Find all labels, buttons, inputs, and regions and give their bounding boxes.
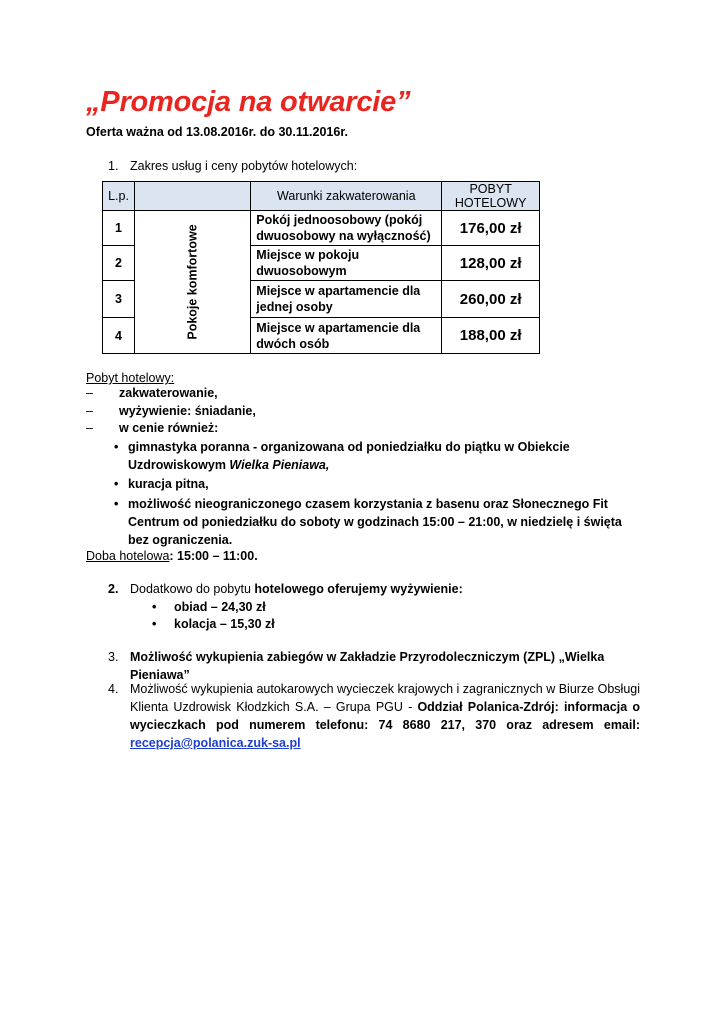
room-price: 176,00 zł bbox=[442, 211, 540, 246]
included-item bbox=[114, 438, 644, 474]
section-4-text: Możliwość wykupienia autokarowych wycieczek krajowych i zagranicznych w Biurze Obsługi Klienta Uzdrowisk Kłodzkich S.A. – Grupa PGU - bbox=[130, 682, 640, 714]
dash-marker: – bbox=[86, 421, 93, 435]
hotel-day bbox=[86, 547, 258, 565]
row-number: 2 bbox=[103, 246, 135, 281]
meal-option-text: obiad – 24,30 zł bbox=[174, 600, 266, 614]
room-description: Miejsce w apartamencie dla jednej osoby bbox=[251, 281, 442, 318]
included-item-text: kuracja pitna, bbox=[128, 477, 209, 491]
section-1-number: 1. bbox=[108, 159, 119, 173]
room-price: 260,00 zł bbox=[442, 281, 540, 318]
room-price: 128,00 zł bbox=[442, 246, 540, 281]
meal-option bbox=[152, 615, 275, 633]
stay-item-text: zakwaterowanie, bbox=[119, 386, 218, 400]
included-item bbox=[114, 495, 644, 549]
hotel-day-label: Doba hotelowa bbox=[86, 549, 170, 563]
header-stay: POBYT HOTELOWY bbox=[442, 182, 540, 211]
stay-item bbox=[86, 386, 218, 400]
section-1-text: Zakres usług i ceny pobytów hotelowych: bbox=[130, 159, 358, 173]
offer-validity: Oferta ważna od 13.08.2016r. do 30.11.2016r. bbox=[86, 125, 348, 139]
dash-marker: – bbox=[86, 386, 93, 400]
section-2 bbox=[108, 580, 640, 598]
stay-item-text: wyżywienie: śniadanie, bbox=[119, 404, 256, 418]
room-description: Miejsce w apartamencie dla dwóch osób bbox=[251, 318, 442, 354]
category-cell bbox=[135, 211, 251, 354]
section-2-text-bold: hotelowego oferujemy wyżywienie: bbox=[254, 582, 463, 596]
table-header-row bbox=[103, 182, 540, 211]
stay-item-text: w cenie również: bbox=[119, 421, 219, 435]
meal-option-text: kolacja – 15,30 zł bbox=[174, 617, 275, 631]
section-4-number: 4. bbox=[108, 682, 119, 696]
row-number: 1 bbox=[103, 211, 135, 246]
header-lp: L.p. bbox=[103, 182, 135, 211]
section-3-text: Możliwość wykupienia zabiegów w Zakładzie Przyrodoleczniczym (ZPL) „Wielka Pieniawa” bbox=[130, 650, 605, 682]
bullet-marker: • bbox=[114, 440, 119, 454]
row-number: 3 bbox=[103, 281, 135, 318]
row-number: 4 bbox=[103, 318, 135, 354]
header-conditions: Warunki zakwaterowania bbox=[251, 182, 442, 211]
bullet-marker: • bbox=[152, 600, 157, 614]
email-link[interactable]: recepcja@polanica.zuk-sa.pl bbox=[130, 736, 301, 750]
price-table bbox=[102, 181, 540, 354]
bullet-marker: • bbox=[152, 617, 157, 631]
hotel-day-value: : 15:00 – 11:00. bbox=[169, 549, 258, 563]
section-3-number: 3. bbox=[108, 650, 119, 664]
stay-item bbox=[86, 421, 218, 435]
section-4 bbox=[108, 680, 640, 752]
section-2-text: Dodatkowo do pobytu bbox=[130, 582, 255, 596]
bullet-marker: • bbox=[114, 477, 119, 491]
room-description: Miejsce w pokoju dwuosobowym bbox=[251, 246, 442, 281]
header-empty bbox=[135, 182, 251, 211]
section-1-heading bbox=[108, 159, 357, 173]
section-4-text-bold: Oddział Polanica-Zdrój: informacja o wycieczkach pod numerem telefonu: 74 8680 217, 370 oraz adresem email: bbox=[130, 700, 640, 732]
section-3 bbox=[108, 648, 640, 684]
room-description: Pokój jednoosobowy (pokój dwuosobowy na wyłączność) bbox=[251, 211, 442, 246]
included-item-text: gimnastyka poranna - organizowana od poniedziałku do piątku w Obiekcie Uzdrowiskowym bbox=[128, 440, 570, 472]
meal-option bbox=[152, 598, 266, 616]
stay-item bbox=[86, 404, 256, 418]
section-2-number: 2. bbox=[108, 582, 119, 596]
category-label: Pokoje komfortowe bbox=[185, 224, 200, 340]
stay-heading: Pobyt hotelowy: bbox=[86, 371, 175, 385]
room-price: 188,00 zł bbox=[442, 318, 540, 354]
included-item bbox=[114, 475, 644, 493]
included-item-text: możliwość nieograniczonego czasem korzystania z basenu oraz Słonecznego Fit Centrum od poniedziałku do soboty w godzinach 15:00 – 21:00, w niedzielę i święta bez ograniczenia. bbox=[128, 497, 622, 547]
included-item-place: Wielka Pieniawa, bbox=[229, 458, 330, 472]
table-row bbox=[103, 211, 540, 246]
page-title: „Promocja na otwarcie” bbox=[86, 86, 411, 118]
dash-marker: – bbox=[86, 404, 93, 418]
bullet-marker: • bbox=[114, 497, 119, 511]
